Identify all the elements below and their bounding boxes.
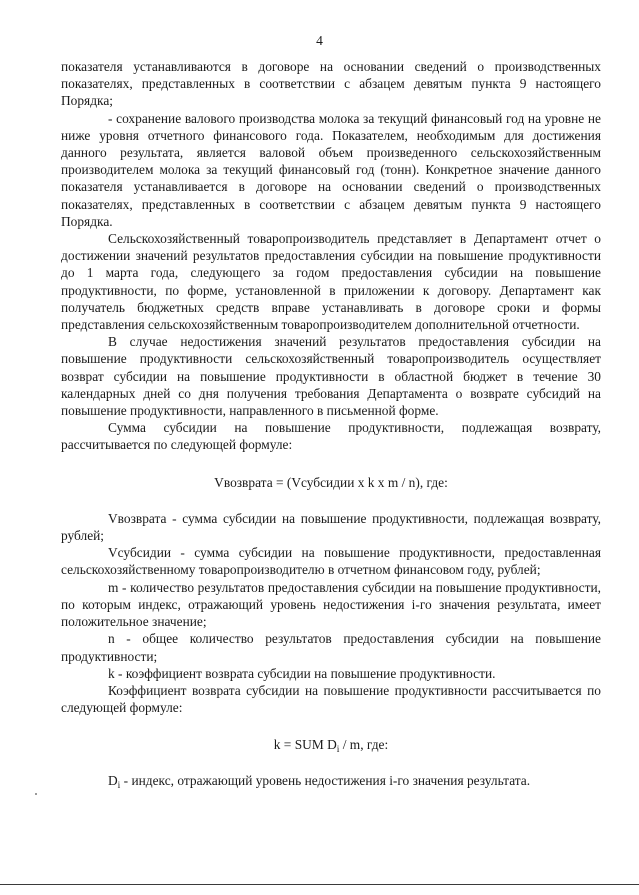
definition-d-i-text: - индекс, отражающий уровень недостижения i-го значения результата. — [120, 772, 531, 788]
paragraph-milk-production: - сохранение валового производства молока за текущий финансовый год на уровне не ниже уровня отчетного финансового года. Показателем, необходимым для достижения данного результата, является валовой объем произведенного сельскохозяйственным производителем молока за текущий финансовый год (тонн). Конкретное значение данного показателя устанавливается в договоре на основании сведений о производственных показателях, представленных в соответствии с абзацем девятым пункта 9 настоящего Порядка. — [61, 110, 601, 229]
paragraph-refund-formula-intro: Сумма субсидии на повышение продуктивности, подлежащая возврату, рассчитывается по следующей формуле: — [61, 420, 601, 453]
paragraph-continuation: показателя устанавливаются в договоре на основании сведений о производственных показателях, представленных в соответствии с абзацем девятым пункта 9 настоящего Порядка; — [61, 59, 601, 109]
paragraph-k-formula-intro: Коэффициент возврата субсидии на повышение продуктивности рассчитывается по следующей формуле: — [61, 682, 601, 716]
coefficient-formula-subscript: i — [336, 745, 340, 756]
footer-rule — [0, 884, 639, 885]
coefficient-formula — [61, 736, 601, 756]
paragraph-refund-condition: В случае недостижения значений результатов предоставления субсидии на повышение продуктивности сельскохозяйственный товаропроизводитель осуществляет возврат субсидии на повышение продуктивности в областной бюджет в течение 30 календарных дней со дня получения требования Департамента о возврате субсидий на повышение продуктивности, направленного в письменной форме. — [61, 334, 601, 419]
scan-speck — [35, 793, 37, 795]
document-body — [61, 58, 601, 789]
coefficient-formula-tail: / m, где: — [339, 737, 389, 753]
paragraph-report: Сельскохозяйственный товаропроизводитель представляет в Департамент отчет о достижении значений результатов предоставления субсидии на повышение продуктивности до 1 марта года, следующего за годом предоставления субсидии на повышение продуктивности, по форме, установленной в приложении к договору. Департамент как получатель бюджетных средств вправе устанавливать в договоре сроки и формы представления сельскохозяйственным товаропроизводителем дополнительной отчетности. — [61, 231, 601, 333]
definition-m: m - количество результатов предоставления субсидии на повышение продуктивности, по которым индекс, отражающий уровень недостижения i-го значения результата, имеет положительное значение; — [61, 579, 601, 630]
definition-v-subsidy: Vсубсидии - сумма субсидии на повышение продуктивности, предоставленная сельскохозяйственному товаропроизводителю в отчетном финансовом году, рублей; — [61, 545, 601, 578]
definition-d-i-subscript: i — [117, 780, 121, 791]
definition-d-i — [61, 772, 601, 789]
definition-n: n - общее количество результатов предоставления субсидии на повышение продуктивности; — [61, 631, 601, 664]
coefficient-formula-lead: k = SUM D — [273, 737, 337, 753]
refund-formula: Vвозврата = (Vсубсидии x k x m / n), где: — [214, 474, 448, 490]
definition-v-refund: Vвозврата - сумма субсидии на повышение продуктивности, подлежащая возврату, рублей; — [61, 510, 601, 544]
page-number: 4 — [316, 33, 323, 48]
definition-k: k - коэффициент возврата субсидии на повышение продуктивности. — [108, 665, 496, 681]
definition-d-i-symbol: D — [108, 772, 118, 788]
